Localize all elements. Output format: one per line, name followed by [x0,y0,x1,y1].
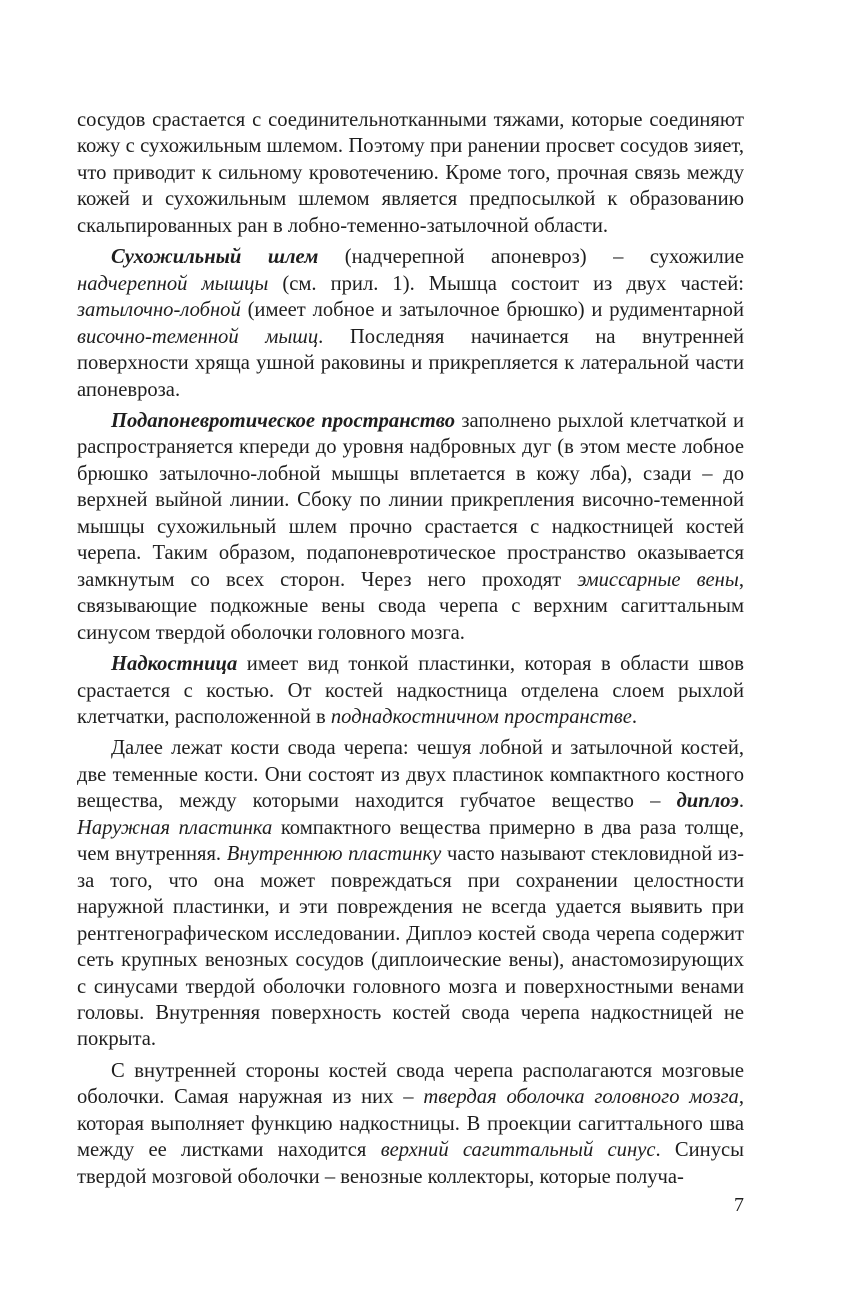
paragraph-galea [77,244,744,403]
italic-term: Наружная пластинка [77,816,273,839]
italic-term: височно-теменной мышц [77,325,319,348]
italic-term: эмиссарные вены [577,568,739,591]
text-run: сосудов срастается с соединительнотканными тяжами, которые соединяют кожу с сухожильным шлемом. Поэтому при ранении просвет сосудов зияет, что приводит к сильному кровотечению. Кроме того, прочная связь между кожей и сухожильным шлемом является предпосылкой к образованию скальпированных ран в лобно-теменно-затылочной области. [77,109,744,237]
italic-term: затылочно-лобной [77,299,241,322]
text-run: . Синусы твердой мозговой оболочки – венозные коллекторы, которые получа- [77,1139,744,1188]
term-heading: Подапоневротическое пространство [111,409,456,432]
italic-term: Внутреннюю пластинку [226,843,442,866]
text-run: , связывающие подкожные вены свода черепа с верхним сагиттальным синусом твердой оболочки головного мозга. [77,568,744,644]
paragraph-periosteum [77,651,744,730]
page-number: 7 [734,1194,744,1216]
text-run: С внутренней стороны костей свода черепа располагаются мозговые оболочки. Самая наружная из них – [77,1059,744,1109]
page-body [77,107,744,1190]
italic-term: поднадкостничном пространстве [330,705,632,728]
term-heading: диплоэ [676,790,739,813]
text-run: . [631,705,638,728]
text-run: заполнено рыхлой клетчаткой и распространяется кпереди до уровня надбровных дуг (в этом месте лобное брюшко затылочно-лобной мышцы вплетается в кожу лба), сзади – до верхней выйной линии. Сбоку по линии прикрепления височно-теменной мышцы сухожильный шлем прочно срастается с надкостницей костей черепа. Таким образом, подапоневротическое пространство оказывается замкнутым со всех сторон. Через него проходят [77,409,745,591]
paragraph-continuation [77,107,744,239]
term-heading: Сухожильный шлем [111,246,319,269]
text-run: (надчерепной апоневроз) – сухожилие [318,246,744,269]
text-run: имеет вид тонкой пластинки, которая в области швов срастается с костью. От костей надкостница отделена слоем рыхлой клетчатки, расположенной в [77,653,744,728]
term-heading: Надкостница [111,653,238,676]
italic-term: верхний сагиттальный синус [380,1139,656,1162]
text-run: часто называют стекловидной из-за того, что она может повреждаться при сохранении целостности наружной пластинки, и эти повреждения не всегда удается выявить при рентгенографическом исследовании. Диплоэ костей свода черепа содержит сеть крупных венозных сосудов (диплоические вены), анастомозирующих с синусами твердой оболочки головного мозга и поверхностными венами головы. Внутренняя поверхность костей свода черепа надкостницей не покрыта. [77,843,744,1051]
italic-term: твердая оболочка головного мозга [423,1086,739,1109]
text-run: . [738,790,744,813]
paragraph-subaponeurotic-space [77,408,744,646]
paragraph-skull-bones [77,735,744,1052]
text-run: , которая выполняет функцию надкостницы. В проекции сагиттального шва между ее листками находится [77,1086,744,1162]
text-run: (см. прил. 1). Мышца состоит из двух частей: [268,272,744,295]
text-run: Далее лежат кости свода черепа: чешуя лобной и затылочной костей, две теменные кости. Они состоят из двух пластинок компактного костного вещества, между которыми находится губчатое вещество – [77,737,744,813]
text-run: . Последняя начинается на внутренней поверхности хряща ушной раковины и прикрепляется к латеральной части апоневроза. [77,325,744,401]
paragraph-meninges [77,1058,744,1190]
text-run: (имеет лобное и затылочное брюшко) и рудиментарной [240,299,744,322]
italic-term: надчерепной мышцы [77,272,269,295]
text-run: компактного вещества примерно в два раза толще, чем внутренняя. [77,816,744,866]
